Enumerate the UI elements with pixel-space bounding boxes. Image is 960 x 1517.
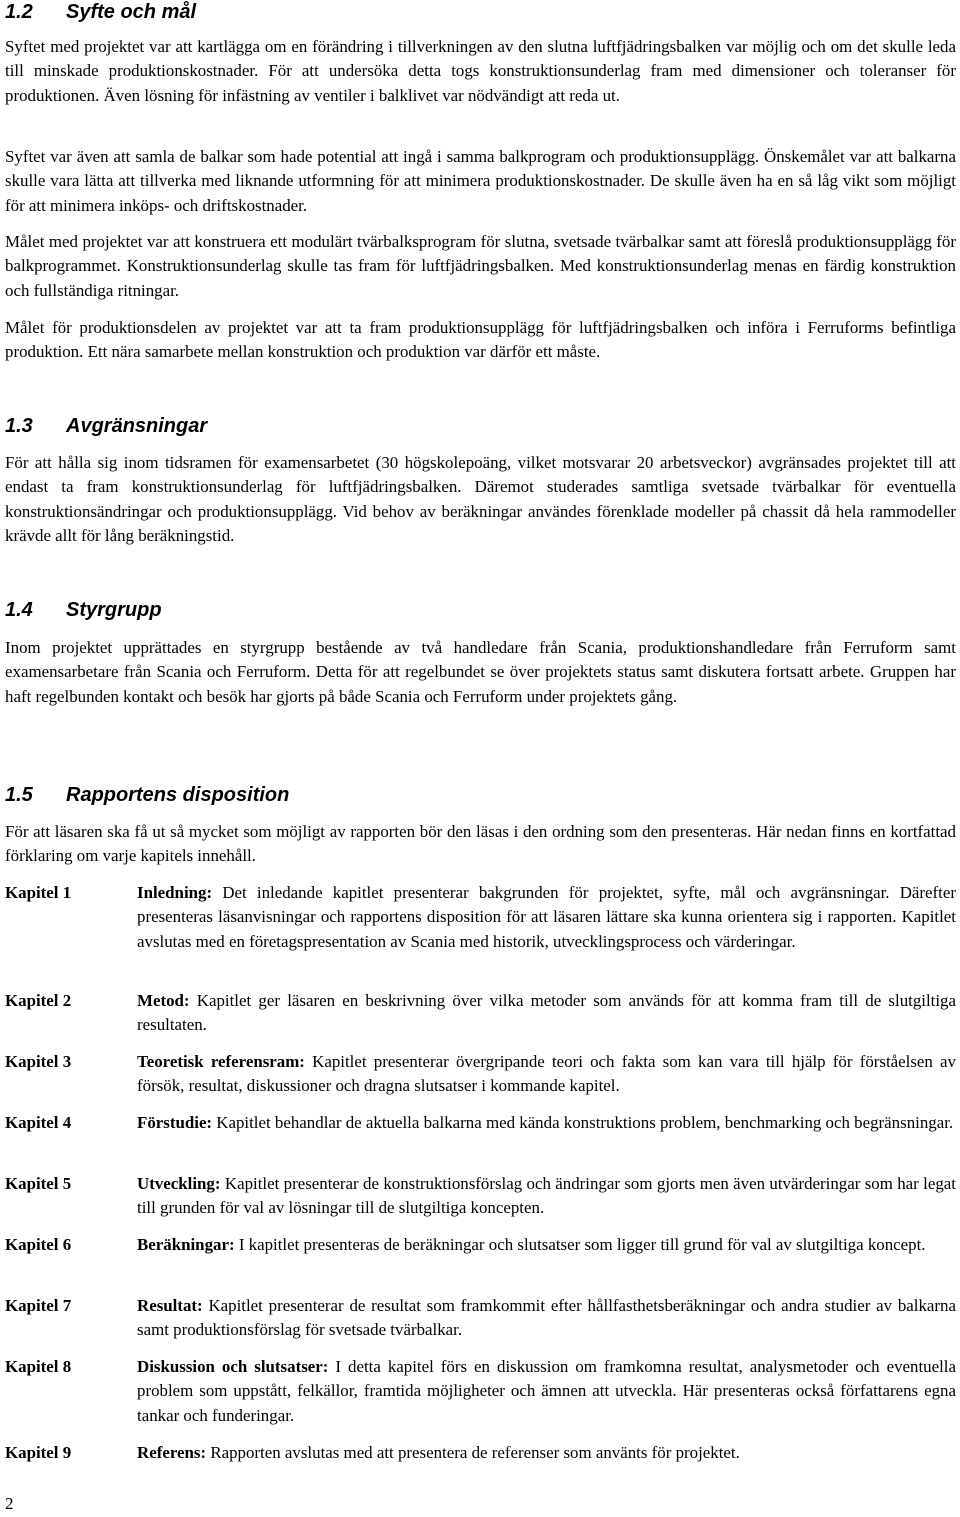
page-number: 2 — [5, 1494, 14, 1513]
chapter-title: Inledning: — [137, 883, 213, 902]
chapter-label: Kapitel 5 — [5, 1174, 72, 1193]
chapter-label: Kapitel 4 — [5, 1113, 72, 1132]
chapter-title: Utveckling: — [137, 1174, 221, 1193]
chapter-title: Teoretisk referensram: — [137, 1052, 305, 1071]
chapter-label: Kapitel 6 — [5, 1235, 72, 1254]
chapter-item — [5, 1111, 956, 1135]
chapter-text: Kapitlet ger läsaren en beskrivning över vilka metoder som används för att komma fram till de slutgiltiga resultaten. — [137, 991, 956, 1035]
section-title: Avgränsningar — [66, 415, 208, 437]
paragraph: Syftet var även att samla de balkar som hade potential att ingå i samma balkprogram och produktionsupplägg. Önskemålet var att balkarna skulle vara lätta att tillverka med liknande utformning för att minimera produktionskostnader. De skulle även ha en så låg vikt som möjligt för att minimera inköps- och driftskostnader. — [5, 147, 956, 215]
paragraph: Målet med projektet var att konstruera ett modulärt tvärbalksprogram för slutna, svetsade tvärbalkar samt att föreslå produktionsupplägg för balkprogrammet. Konstruktionsunderlag skulle tas fram för luftfjädringsbalken. Med konstruktionsunderlag menas en färdig konstruktion och fullständiga ritningar. — [5, 232, 956, 300]
chapter-description — [137, 1050, 956, 1099]
chapter-label: Kapitel 7 — [5, 1296, 72, 1315]
chapter-item — [5, 1050, 956, 1099]
chapter-text: Kapitlet presenterar de konstruktionsförslag och ändringar som gjorts men även utvärderingar som har legat till grunden för val av lösningar till de slutgiltiga koncepten. — [137, 1174, 956, 1218]
chapter-description — [137, 989, 956, 1038]
chapter-title: Referens: — [137, 1443, 207, 1462]
chapter-label: Kapitel 2 — [5, 991, 72, 1010]
chapter-description — [137, 1233, 956, 1257]
chapter-description — [137, 1294, 956, 1343]
chapter-description — [137, 1172, 956, 1221]
chapter-item — [5, 1172, 956, 1221]
section-heading-1-4 — [5, 598, 162, 622]
chapter-label: Kapitel 8 — [5, 1357, 72, 1376]
chapter-label: Kapitel 1 — [5, 883, 72, 902]
chapter-title: Diskussion och slutsatser: — [137, 1357, 329, 1376]
chapter-text: Det inledande kapitlet presenterar bakgrunden för projektet, syfte, mål och avgränsningar. Därefter presenteras läsanvisningar och rapportens disposition för att läsaren lättare ska kunna orientera sig i rapporten. Kapitlet avslutas med en företagspresentation av Scania med historik, utvecklingsprocess och värderingar. — [137, 883, 956, 951]
chapter-description — [137, 1111, 956, 1135]
chapter-text: Kapitlet behandlar de aktuella balkarna med kända konstruktions problem, benchmarking och begränsningar. — [212, 1113, 954, 1132]
chapter-item — [5, 989, 956, 1038]
chapter-text: Kapitlet presenterar de resultat som framkommit efter hållfasthetsberäkningar och andra studier av balkarna samt produktionsförslag för svetsade tvärbalkar. — [137, 1296, 956, 1340]
section-heading-1-2 — [5, 0, 196, 24]
chapter-item — [5, 1355, 956, 1428]
chapter-label: Kapitel 3 — [5, 1052, 72, 1071]
chapter-text: Rapporten avslutas med att presentera de referenser som använts för projektet. — [206, 1443, 740, 1462]
chapter-title: Förstudie: — [137, 1113, 213, 1132]
chapter-text: Kapitlet presenterar övergripande teori och fakta som kan vara till hjälp för förståelsen av försök, resultat, diskussioner och dragna slutsatser i kommande kapitel. — [137, 1052, 956, 1096]
paragraph: Inom projektet upprättades en styrgrupp bestående av två handledare från Scania, produktionshandledare från Ferruform samt examensarbetare från Scania och Ferruform. Detta för att regelbundet se över projektets status samt diskutera fortsatt arbete. Gruppen har haft regelbunden kontakt och besök har gjorts på både Scania och Ferruform under projektets gång. — [5, 638, 956, 706]
section-heading-1-5 — [5, 783, 289, 807]
section-number: 1.3 — [5, 415, 33, 437]
section-title: Styrgrupp — [66, 599, 162, 621]
paragraph: Syftet med projektet var att kartlägga om en förändring i tillverkningen av den slutna luftfjädringsbalken var möjlig och om det skulle leda till minskade produktionskostnader. För att undersöka detta togs konstruktionsunderlag fram med dimensioner och toleranser för produktionen. Även lösning för infästning av ventiler i balklivet var nödvändigt att reda ut. — [5, 37, 956, 105]
section-title: Syfte och mål — [66, 1, 197, 23]
paragraph: För att hålla sig inom tidsramen för examensarbetet (30 högskolepoäng, vilket motsvarar 20 arbetsveckor) avgränsades projektet till att endast ta fram konstruktionsunderlag för luftfjädringsbalken. Däremot studerades samtliga svetsade tvärbalkar för eventuella konstruktionsändringar och produktionsupplägg. Vid behov av beräkningar användes förenklade modeller på chassit då hela rammodeller krävde allt för lång beräkningstid. — [5, 453, 956, 545]
chapter-title: Beräkningar: — [137, 1235, 235, 1254]
chapter-text: I detta kapitel förs en diskussion om framkomna resultat, analysmetoder och eventuella problem som uppstått, felkällor, framtida möjligheter och ämnen att utveckla. Här presenteras också författarens egna tankar och funderingar. — [137, 1357, 956, 1425]
chapter-title: Metod: — [137, 991, 190, 1010]
chapter-item — [5, 881, 956, 954]
section-heading-1-3 — [5, 414, 207, 438]
chapter-item — [5, 1294, 956, 1343]
paragraph: För att läsaren ska få ut så mycket som möjligt av rapporten bör den läsas i den ordning som den presenteras. Här nedan finns en kortfattad förklaring om varje kapitels innehåll. — [5, 822, 956, 866]
section-number: 1.2 — [5, 1, 33, 23]
section-title: Rapportens disposition — [66, 784, 290, 806]
section-number: 1.5 — [5, 784, 33, 806]
chapter-description — [137, 881, 956, 954]
chapter-item — [5, 1441, 956, 1465]
chapter-item — [5, 1233, 956, 1257]
chapter-description — [137, 1355, 956, 1428]
chapter-description — [137, 1441, 956, 1465]
paragraph: Målet för produktionsdelen av projektet var att ta fram produktionsupplägg för luftfjädringsbalken och införa i Ferruforms befintliga produktion. Ett nära samarbete mellan konstruktion och produktion var därför ett måste. — [5, 318, 956, 362]
section-number: 1.4 — [5, 599, 33, 621]
chapter-text: I kapitlet presenteras de beräkningar och slutsatser som ligger till grund för val av slutgiltiga koncept. — [234, 1235, 926, 1254]
chapter-title: Resultat: — [137, 1296, 203, 1315]
chapter-label: Kapitel 9 — [5, 1443, 72, 1462]
